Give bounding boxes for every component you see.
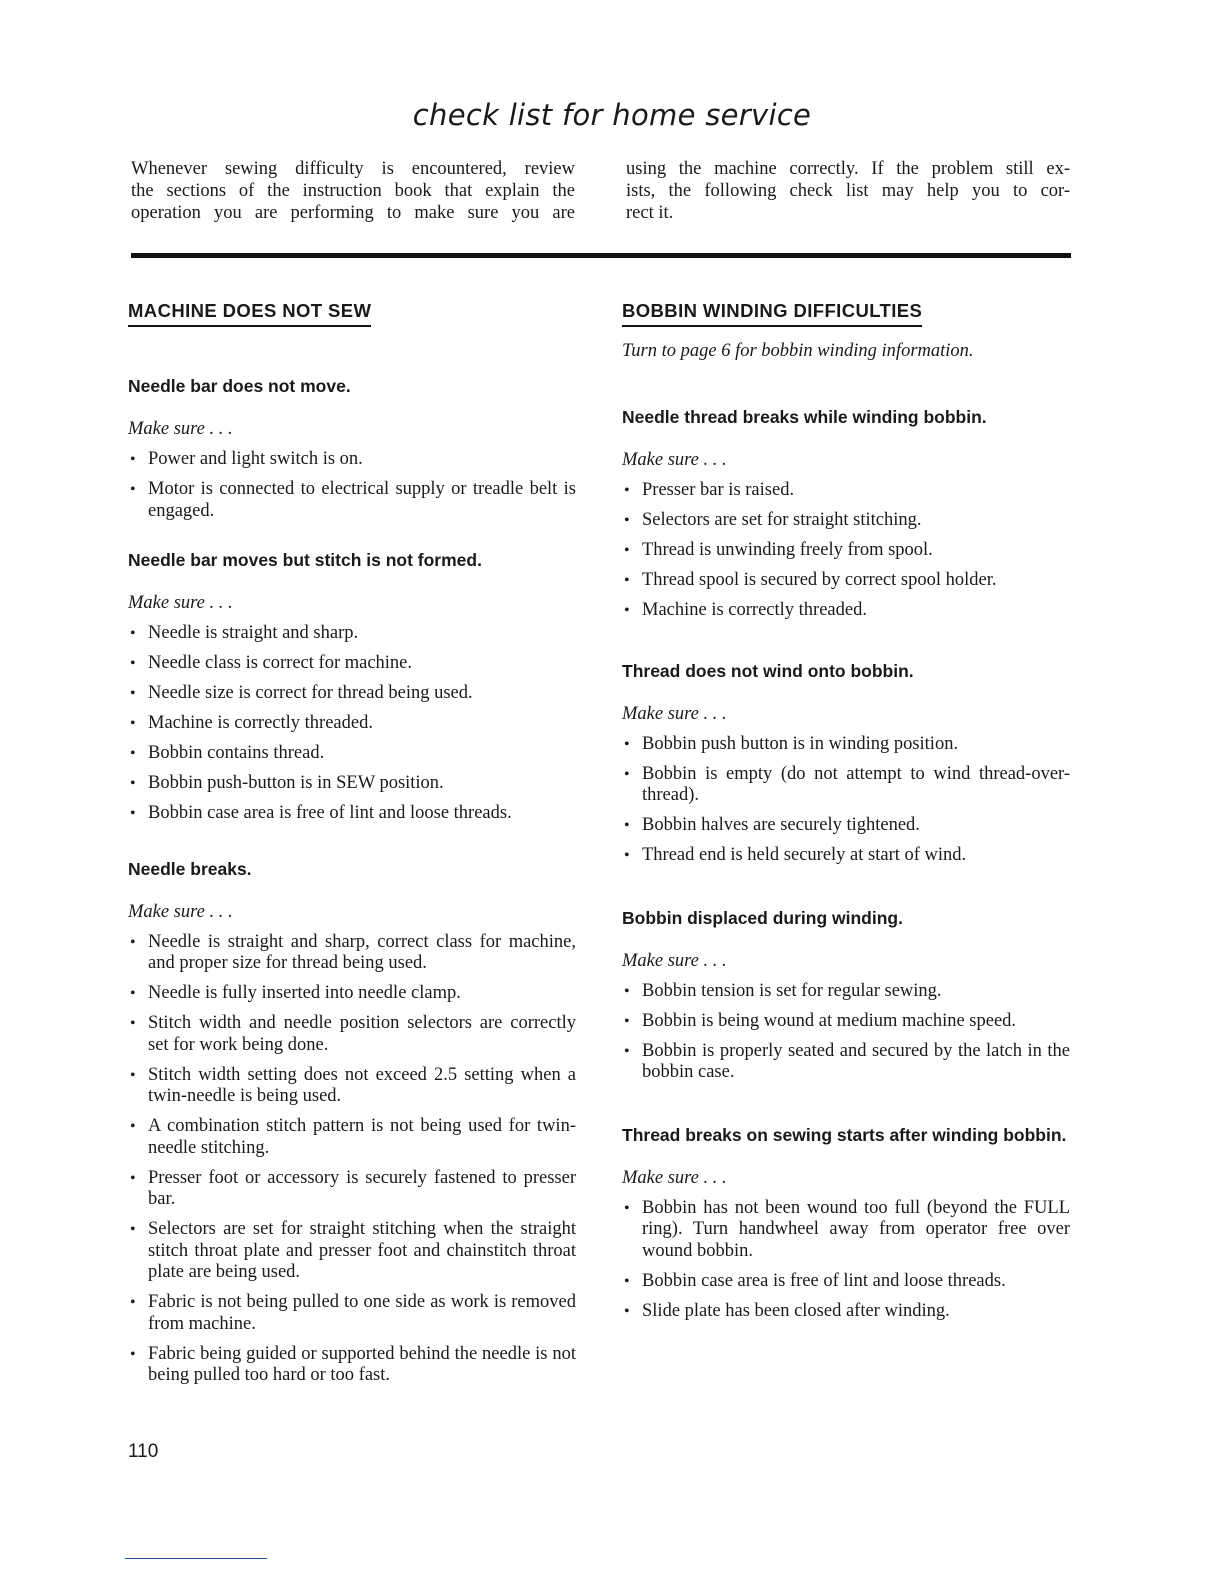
list-item: • Needle is straight and sharp. — [128, 623, 576, 645]
horizontal-rule — [131, 253, 1071, 258]
bobbin-winding-difficulties-column — [622, 300, 1070, 1331]
list-item: • Bobbin push button is in winding position. — [622, 734, 1070, 756]
make-sure-label: Make sure . . . — [128, 419, 233, 439]
make-sure-label: Make sure . . . — [622, 703, 727, 724]
checklist — [622, 1198, 1070, 1323]
checklist — [622, 981, 1070, 1084]
list-item: • Stitch width and needle position selectors are correctly set for work being done. — [128, 1013, 576, 1056]
list-item: • Selectors are set for straight stitching when the straight stitch throat plate and presser foot and chainstitch throat plate are being used. — [128, 1219, 576, 1284]
subheading: Needle bar moves but stitch is not formed. — [128, 550, 482, 570]
list-item: • Stitch width setting does not exceed 2.5 setting when a twin-needle is being used. — [128, 1065, 576, 1108]
list-item: • Bobbin tension is set for regular sewing. — [622, 981, 1070, 1003]
list-item: • Thread is unwinding freely from spool. — [622, 540, 1070, 562]
list-item: • Fabric is not being pulled to one side as work is removed from machine. — [128, 1292, 576, 1335]
checklist — [622, 480, 1070, 622]
intro-line: the sections of the instruction book that explain the — [131, 181, 575, 201]
make-sure-label: Make sure . . . — [622, 1167, 727, 1188]
intro-line: rect it. — [626, 203, 674, 223]
intro-line: using the machine correctly. If the problem still ex- — [626, 159, 1070, 179]
list-item: • Machine is correctly threaded. — [128, 713, 576, 735]
subheading: Thread breaks on sewing starts after winding bobbin. — [622, 1124, 1067, 1145]
checklist — [622, 734, 1070, 867]
intro-left-column — [131, 158, 575, 224]
list-item: • Bobbin is properly seated and secured by the latch in the bobbin case. — [622, 1041, 1070, 1084]
list-item: • Fabric being guided or supported behind the needle is not being pulled too hard or too fast. — [128, 1344, 576, 1387]
page-reference-note: Turn to page 6 for bobbin winding information. — [622, 341, 974, 361]
checklist — [128, 932, 576, 1387]
list-item: • Bobbin has not been wound too full (beyond the FULL ring). Turn handwheel away from operator free over wound bobbin. — [622, 1198, 1070, 1263]
subheading: Needle breaks. — [128, 858, 252, 879]
make-sure-label: Make sure . . . — [128, 593, 233, 613]
section-heading: BOBBIN WINDING DIFFICULTIES — [622, 300, 922, 327]
section-heading: MACHINE DOES NOT SEW — [128, 300, 371, 327]
list-item: • Thread end is held securely at start of wind. — [622, 845, 1070, 867]
subheading: Bobbin displaced during winding. — [622, 907, 903, 928]
list-item: • Bobbin is being wound at medium machine speed. — [622, 1011, 1070, 1033]
make-sure-label: Make sure . . . — [128, 901, 233, 922]
subheading: Needle thread breaks while winding bobbin. — [622, 407, 987, 427]
list-item: • Bobbin contains thread. — [128, 743, 576, 765]
list-item: • Motor is connected to electrical supply or treadle belt is engaged. — [128, 479, 576, 522]
intro-line: Whenever sewing difficulty is encountered, review — [131, 159, 575, 179]
list-item: • Needle is straight and sharp, correct class for machine, and proper size for thread being used. — [128, 932, 576, 975]
subheading: Needle bar does not move. — [128, 376, 351, 396]
intro-line: operation you are performing to make sure you are — [131, 203, 575, 223]
list-item: • Bobbin case area is free of lint and loose threads. — [622, 1271, 1070, 1293]
list-item: • Needle is fully inserted into needle clamp. — [128, 983, 576, 1005]
page-title: check list for home service — [412, 98, 812, 132]
list-item: • Machine is correctly threaded. — [622, 600, 1070, 622]
machine-does-not-sew-column — [128, 300, 576, 1395]
list-item: • Bobbin halves are securely tightened. — [622, 815, 1070, 837]
checklist — [128, 623, 576, 825]
make-sure-label: Make sure . . . — [622, 950, 727, 971]
list-item: • Bobbin is empty (do not attempt to wind thread-over-thread). — [622, 764, 1070, 807]
list-item: • Needle size is correct for thread being used. — [128, 683, 576, 705]
list-item: • Bobbin case area is free of lint and loose threads. — [128, 803, 576, 825]
list-item: • Presser bar is raised. — [622, 480, 1070, 502]
footer-divider — [125, 1558, 267, 1559]
list-item: • Thread spool is secured by correct spool holder. — [622, 570, 1070, 592]
checklist — [128, 449, 576, 522]
list-item: • Presser foot or accessory is securely fastened to presser bar. — [128, 1168, 576, 1211]
list-item: • Power and light switch is on. — [128, 449, 576, 471]
list-item: • A combination stitch pattern is not being used for twin-needle stitching. — [128, 1116, 576, 1159]
subheading: Thread does not wind onto bobbin. — [622, 660, 914, 681]
intro-line: ists, the following check list may help you to cor- — [626, 181, 1070, 201]
list-item: • Needle class is correct for machine. — [128, 653, 576, 675]
page-number: 110 — [128, 1441, 159, 1462]
intro-right-column — [626, 158, 1070, 224]
list-item: • Slide plate has been closed after winding. — [622, 1301, 1070, 1323]
list-item: • Selectors are set for straight stitching. — [622, 510, 1070, 532]
list-item: • Bobbin push-button is in SEW position. — [128, 773, 576, 795]
make-sure-label: Make sure . . . — [622, 450, 727, 470]
